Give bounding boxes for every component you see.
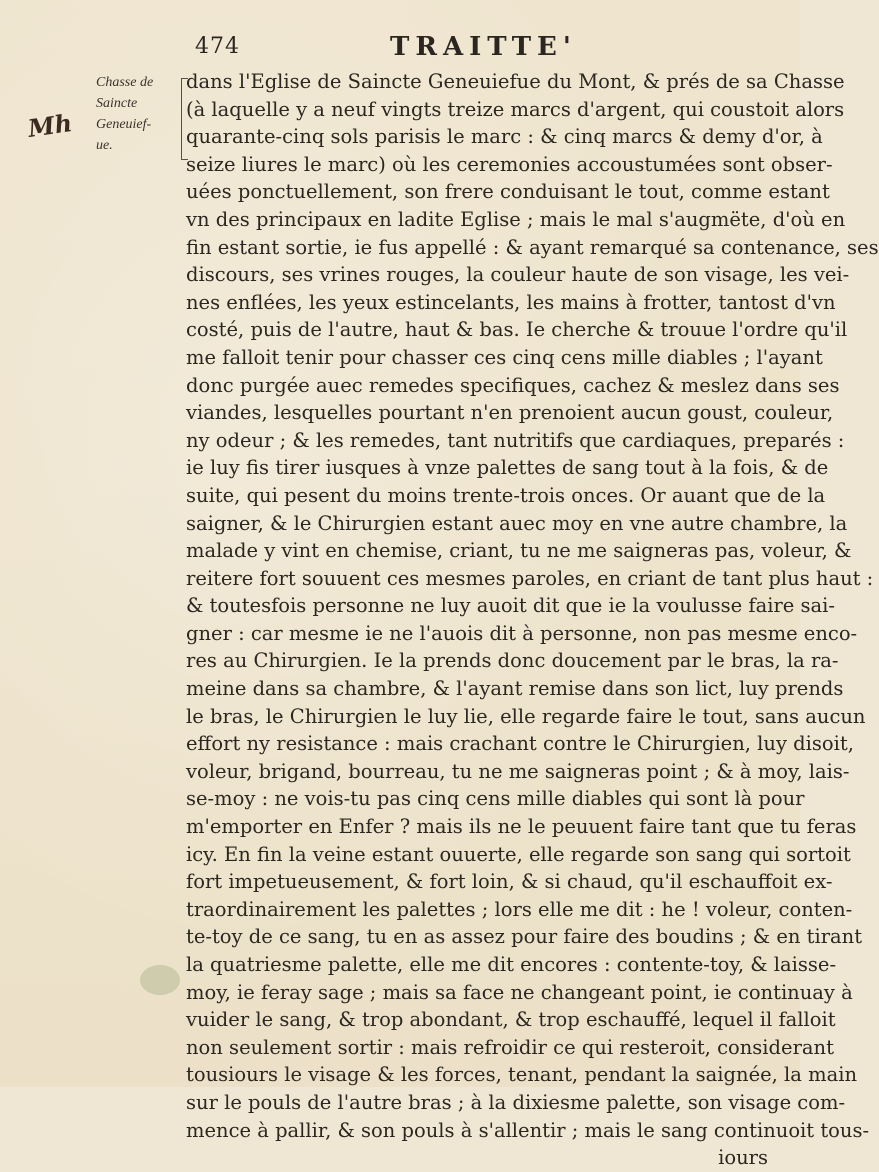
text-line: me falloit tenir pour chasser ces cinq cens mille diables ; l'ayant xyxy=(186,345,823,369)
margin-note xyxy=(96,72,184,156)
text-line: non seulement sortir : mais refroidir ce qui resteroit, considerant xyxy=(186,1035,834,1059)
text-line: moy, ie feray sage ; mais sa face ne changeant point, ie continuay à xyxy=(186,980,853,1004)
text-line: voleur, brigand, bourreau, tu ne me saigneras point ; & à moy, lais- xyxy=(186,759,850,783)
text-line: nes enflées, les yeux estincelants, les mains à frotter, tantost d'vn xyxy=(186,290,836,314)
text-line: meine dans sa chambre, & l'ayant remise dans son lict, luy prends xyxy=(186,677,844,701)
margin-note-line: Saincte xyxy=(96,96,138,111)
text-line: fort impetueusement, & fort loin, & si chaud, qu'il eschauffoit ex- xyxy=(186,870,833,894)
page-number: 474 xyxy=(195,34,240,59)
text-line: m'emporter en Enfer ? mais ils ne le peuuent faire tant que tu feras xyxy=(186,815,857,839)
text-line: gner : car mesme ie ne l'auois dit à personne, non pas mesme enco- xyxy=(186,621,858,645)
text-line: saigner, & le Chirurgien estant auec moy en vne autre chambre, la xyxy=(186,511,848,535)
text-line: te-toy de ce sang, tu en as assez pour faire des boudins ; & en tirant xyxy=(186,925,863,949)
margin-note-line: Chasse de xyxy=(96,75,154,90)
text-line: quarante-cinq sols parisis le marc : & cinq marcs & demy d'or, à xyxy=(186,125,823,149)
text-line: traordinairement les palettes ; lors elle me dit : he ! voleur, conten- xyxy=(186,897,853,921)
text-line: & toutesfois personne ne luy auoit dit que ie la voulusse faire sai- xyxy=(186,594,835,618)
text-line: viandes, lesquelles pourtant n'en prenoient aucun goust, couleur, xyxy=(186,401,834,425)
text-line: ie luy fis tirer iusques à vnze palettes de sang tout à la fois, & de xyxy=(186,456,829,480)
catchword: iours xyxy=(718,1146,768,1170)
text-line: res au Chirurgien. Ie la prends donc doucement par le bras, la ra- xyxy=(186,649,839,673)
handwritten-annotation: Mh xyxy=(26,108,74,143)
margin-note-line: Geneuief- xyxy=(96,117,152,132)
text-line: costé, puis de l'autre, haut & bas. Ie cherche & trouue l'ordre qu'il xyxy=(186,318,848,342)
text-line: icy. En fin la veine estant ouuerte, elle regarde son sang qui sortoit xyxy=(186,842,851,866)
text-line: se-moy : ne vois-tu pas cinq cens mille diables qui sont là pour xyxy=(186,787,805,811)
text-line: suite, qui pesent du moins trente-trois onces. Or auant que de la xyxy=(186,483,826,507)
paper-stain xyxy=(140,965,180,995)
text-line: effort ny resistance : mais crachant contre le Chirurgien, luy disoit, xyxy=(186,732,854,756)
text-line: reitere fort souuent ces mesmes paroles, en criant de tant plus haut : xyxy=(186,566,874,590)
text-line: mence à pallir, & son pouls à s'allentir ; mais le sang continuoit tous- xyxy=(186,1118,870,1142)
text-line: malade y vint en chemise, criant, tu ne me saigneras pas, voleur, & xyxy=(186,539,852,563)
text-line: fin estant sortie, ie fus appellé : & ayant remarqué sa contenance, ses xyxy=(186,235,879,259)
page-header xyxy=(195,32,615,62)
text-line: vn des principaux en ladite Eglise ; mais le mal s'augmëte, d'où en xyxy=(186,207,846,231)
text-line: le bras, le Chirurgien le luy lie, elle regarde faire le tout, sans aucun xyxy=(186,704,866,728)
margin-note-line: ue. xyxy=(96,138,113,153)
text-line: vuider le sang, & trop abondant, & trop eschauffé, lequel il falloit xyxy=(186,1008,836,1032)
text-line: ny odeur ; & les remedes, tant nutritifs que cardiaques, preparés : xyxy=(186,428,845,452)
text-line: seize liures le marc) où les ceremonies accoustumées sont obser- xyxy=(186,152,833,176)
text-line: sur le pouls de l'autre bras ; à la dixiesme palette, son visage com- xyxy=(186,1090,846,1114)
text-line: uées ponctuellement, son frere conduisant le tout, comme estant xyxy=(186,180,830,204)
body-text xyxy=(186,68,879,1172)
text-line: la quatriesme palette, elle me dit encores : contente-toy, & laisse- xyxy=(186,953,837,976)
text-line: tousiours le visage & les forces, tenant, pendant la saignée, la main xyxy=(186,1063,858,1087)
running-title: TRAITTE' xyxy=(390,32,577,62)
text-line: dans l'Eglise de Saincte Geneuiefue du Mont, & prés de sa Chasse xyxy=(186,70,845,93)
text-line: donc purgée auec remedes specifiques, cachez & meslez dans ses xyxy=(186,373,840,397)
text-line: discours, ses vrines rouges, la couleur haute de son visage, les vei- xyxy=(186,263,850,287)
text-line: (à laquelle y a neuf vingts treize marcs d'argent, qui coustoit alors xyxy=(186,97,845,121)
